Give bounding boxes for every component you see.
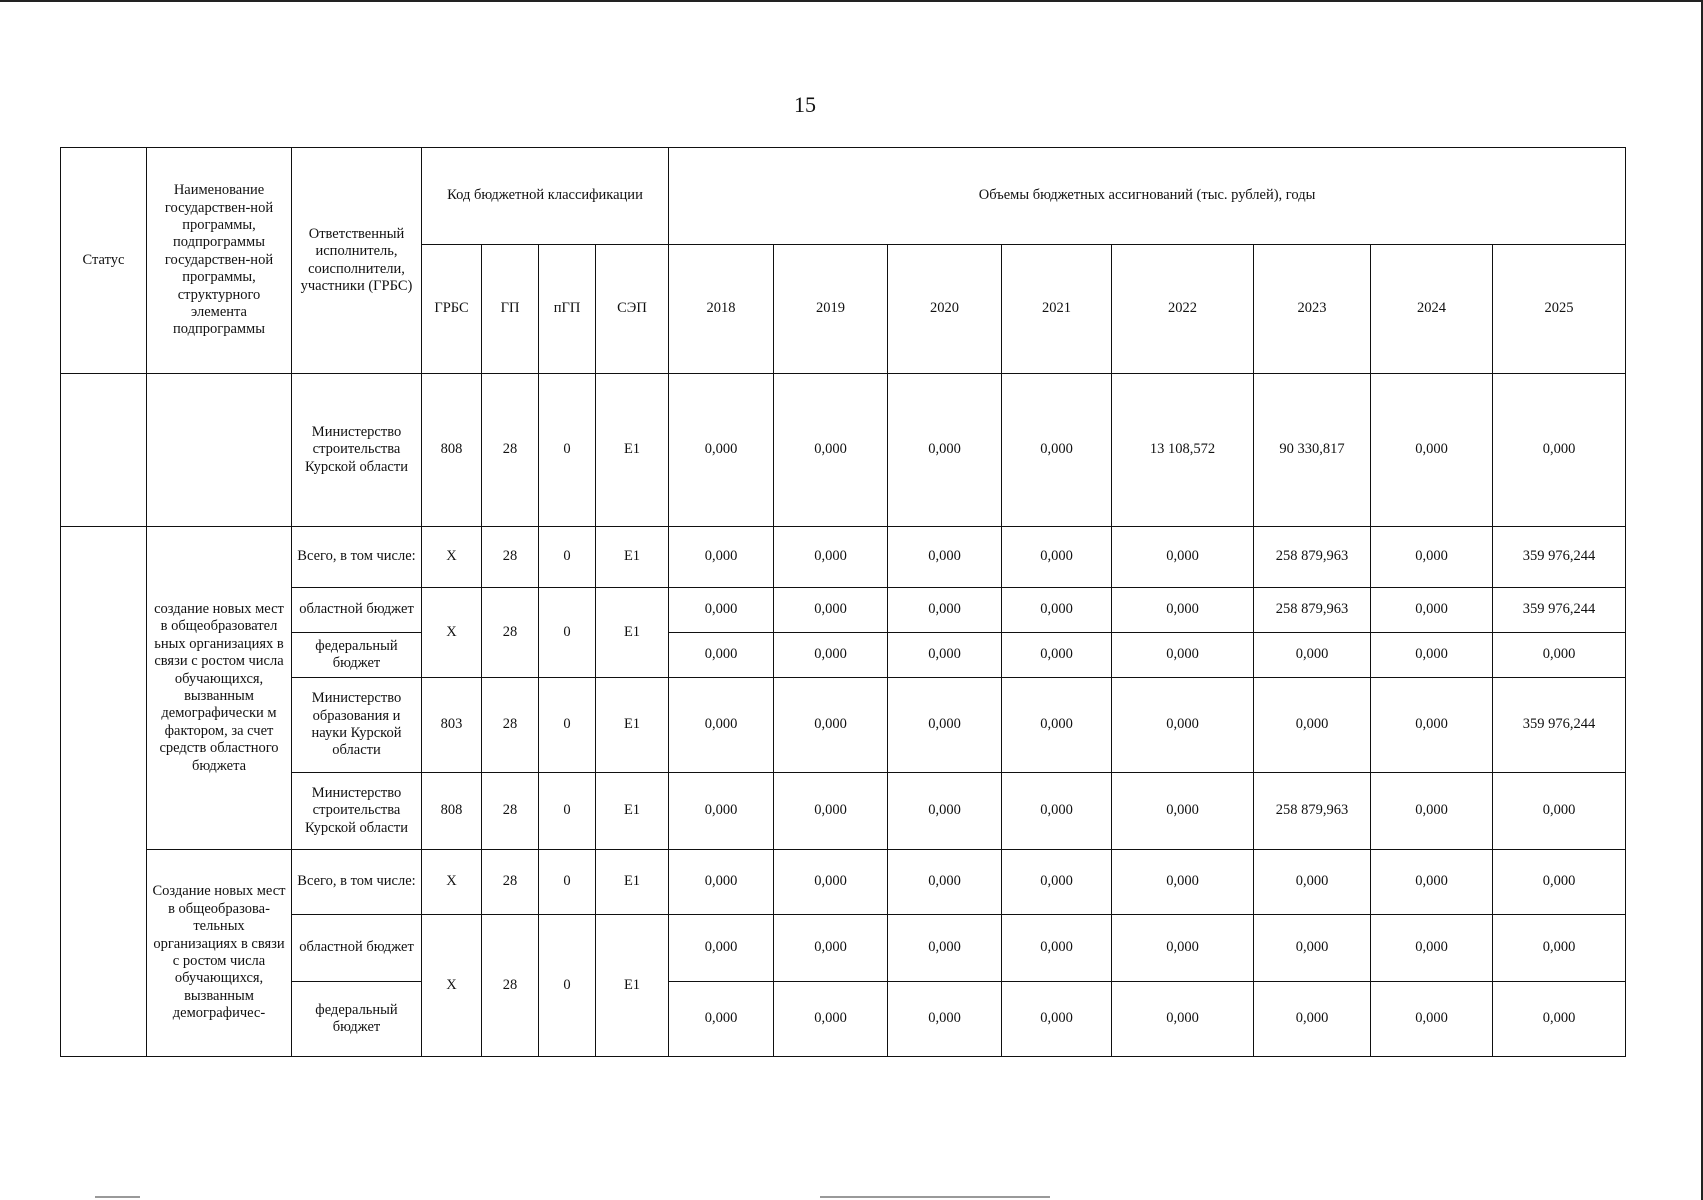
amount-cell: 0,000 <box>1493 633 1626 678</box>
status-cell <box>61 374 147 527</box>
amount-cell: 0,000 <box>1371 678 1493 773</box>
amount-cell: 0,000 <box>669 374 774 527</box>
amount-cell: 0,000 <box>774 527 888 588</box>
code-gp: 28 <box>482 773 539 850</box>
amount-cell: 0,000 <box>1493 850 1626 915</box>
amount-cell: 0,000 <box>1112 773 1254 850</box>
code-grbs: 808 <box>422 374 482 527</box>
amount-cell: 0,000 <box>1371 773 1493 850</box>
code-gp: 28 <box>482 527 539 588</box>
amount-cell: 0,000 <box>1002 915 1112 982</box>
header-code-0: ГРБС <box>422 245 482 374</box>
amount-cell: 0,000 <box>1002 982 1112 1057</box>
amount-cell: 0,000 <box>888 678 1002 773</box>
amount-cell: 359 976,244 <box>1493 678 1626 773</box>
header-year-2018: 2018 <box>669 245 774 374</box>
amount-cell: 0,000 <box>888 773 1002 850</box>
executor-cell: Всего, в том числе: <box>292 850 422 915</box>
amount-cell: 0,000 <box>1112 982 1254 1057</box>
amount-cell: 0,000 <box>888 374 1002 527</box>
amount-cell: 0,000 <box>1002 773 1112 850</box>
header-status: Статус <box>61 148 147 374</box>
scan-mark-left <box>95 1196 140 1198</box>
program-name-cell: создание новых мест в общеобразовател ьных организациях в связи с ростом числа обучающихся, вызванным демографически м фактором, за счет средств областного бюджета <box>147 527 292 850</box>
executor-cell: Министерство строительства Курской области <box>292 773 422 850</box>
amount-cell: 0,000 <box>1371 527 1493 588</box>
amount-cell: 0,000 <box>1002 527 1112 588</box>
code-pgp: 0 <box>539 850 596 915</box>
amount-cell: 0,000 <box>1002 678 1112 773</box>
code-sep: Е1 <box>596 527 669 588</box>
table-row <box>61 773 1626 850</box>
amount-cell: 0,000 <box>1002 374 1112 527</box>
program-name-cell: Создание новых мест в общеобразова-тельных организациях в связи с ростом числа обучающихся, вызванным демографичес- <box>147 850 292 1057</box>
amount-cell: 0,000 <box>669 633 774 678</box>
amount-cell: 0,000 <box>669 915 774 982</box>
amount-cell: 0,000 <box>1371 850 1493 915</box>
code-grbs: 803 <box>422 678 482 773</box>
amount-cell: 0,000 <box>669 527 774 588</box>
header-program-name: Наименование государствен-ной программы, подпрограммы государствен-ной программы, структурного элемента подпрограммы <box>147 148 292 374</box>
amount-cell: 0,000 <box>774 982 888 1057</box>
header-year-2025: 2025 <box>1493 245 1626 374</box>
code-gp: 28 <box>482 850 539 915</box>
amount-cell: 258 879,963 <box>1254 773 1371 850</box>
amount-cell: 0,000 <box>1002 850 1112 915</box>
code-gp: 28 <box>482 374 539 527</box>
amount-cell: 0,000 <box>1112 915 1254 982</box>
code-sep: Е1 <box>596 374 669 527</box>
status-cell <box>61 527 147 1057</box>
amount-cell: 359 976,244 <box>1493 588 1626 633</box>
amount-cell: 0,000 <box>1112 850 1254 915</box>
amount-cell: 0,000 <box>774 633 888 678</box>
executor-cell: федеральный бюджет <box>292 982 422 1057</box>
code-sep: Е1 <box>596 773 669 850</box>
table-row <box>61 374 1626 527</box>
amount-cell: 258 879,963 <box>1254 527 1371 588</box>
code-pgp: 0 <box>539 915 596 1057</box>
header-code-group: Код бюджетной классификации <box>422 148 669 245</box>
table-row <box>61 982 1626 1057</box>
header-volumes-group: Объемы бюджетных ассигнований (тыс. рублей), годы <box>669 148 1626 245</box>
page-number: 15 <box>794 92 816 117</box>
header-year-2019: 2019 <box>774 245 888 374</box>
amount-cell: 0,000 <box>888 982 1002 1057</box>
amount-cell: 0,000 <box>774 678 888 773</box>
header-executor: Ответственный исполнитель, соисполнители, участники (ГРБС) <box>292 148 422 374</box>
table-row <box>61 527 1626 588</box>
amount-cell: 0,000 <box>888 527 1002 588</box>
amount-cell: 0,000 <box>1112 633 1254 678</box>
scan-mark-center <box>820 1196 1050 1198</box>
table-row <box>61 850 1626 915</box>
amount-cell: 0,000 <box>669 588 774 633</box>
amount-cell: 0,000 <box>1254 982 1371 1057</box>
amount-cell: 0,000 <box>1371 374 1493 527</box>
executor-cell: областной бюджет <box>292 588 422 633</box>
header-year-2022: 2022 <box>1112 245 1254 374</box>
amount-cell: 0,000 <box>1112 588 1254 633</box>
amount-cell: 0,000 <box>1493 982 1626 1057</box>
amount-cell: 0,000 <box>774 588 888 633</box>
header-year-2021: 2021 <box>1002 245 1112 374</box>
executor-cell: Министерство образования и науки Курской области <box>292 678 422 773</box>
amount-cell: 0,000 <box>888 915 1002 982</box>
amount-cell: 0,000 <box>669 773 774 850</box>
amount-cell: 0,000 <box>888 633 1002 678</box>
code-pgp: 0 <box>539 678 596 773</box>
table-row <box>61 915 1626 982</box>
amount-cell: 0,000 <box>1254 678 1371 773</box>
executor-cell: федеральный бюджет <box>292 633 422 678</box>
amount-cell: 0,000 <box>1254 633 1371 678</box>
amount-cell: 258 879,963 <box>1254 588 1371 633</box>
code-grbs: Х <box>422 588 482 678</box>
amount-cell: 0,000 <box>1254 850 1371 915</box>
code-gp: 28 <box>482 678 539 773</box>
header-code-1: ГП <box>482 245 539 374</box>
code-gp: 28 <box>482 915 539 1057</box>
amount-cell: 90 330,817 <box>1254 374 1371 527</box>
code-pgp: 0 <box>539 773 596 850</box>
amount-cell: 0,000 <box>669 678 774 773</box>
code-sep: Е1 <box>596 915 669 1057</box>
amount-cell: 0,000 <box>774 915 888 982</box>
table-body <box>61 374 1626 1057</box>
amount-cell: 13 108,572 <box>1112 374 1254 527</box>
amount-cell: 0,000 <box>1371 588 1493 633</box>
amount-cell: 0,000 <box>1493 915 1626 982</box>
amount-cell: 0,000 <box>888 850 1002 915</box>
amount-cell: 0,000 <box>1002 633 1112 678</box>
code-gp: 28 <box>482 588 539 678</box>
amount-cell: 0,000 <box>888 588 1002 633</box>
code-pgp: 0 <box>539 374 596 527</box>
code-sep: Е1 <box>596 850 669 915</box>
amount-cell: 0,000 <box>669 850 774 915</box>
executor-cell: Всего, в том числе: <box>292 527 422 588</box>
amount-cell: 0,000 <box>1371 915 1493 982</box>
amount-cell: 359 976,244 <box>1493 527 1626 588</box>
header-code-3: СЭП <box>596 245 669 374</box>
amount-cell: 0,000 <box>1002 588 1112 633</box>
code-pgp: 0 <box>539 588 596 678</box>
amount-cell: 0,000 <box>774 773 888 850</box>
amount-cell: 0,000 <box>1371 982 1493 1057</box>
amount-cell: 0,000 <box>1112 527 1254 588</box>
amount-cell: 0,000 <box>1493 773 1626 850</box>
code-grbs: Х <box>422 527 482 588</box>
table-row <box>61 588 1626 633</box>
code-grbs: Х <box>422 915 482 1057</box>
code-pgp: 0 <box>539 527 596 588</box>
page-border-top <box>0 0 1703 2</box>
executor-cell: областной бюджет <box>292 915 422 982</box>
amount-cell: 0,000 <box>1254 915 1371 982</box>
program-name-cell <box>147 374 292 527</box>
header-year-2020: 2020 <box>888 245 1002 374</box>
header-year-2023: 2023 <box>1254 245 1371 374</box>
code-grbs: 808 <box>422 773 482 850</box>
code-sep: Е1 <box>596 678 669 773</box>
header-year-2024: 2024 <box>1371 245 1493 374</box>
code-sep: Е1 <box>596 588 669 678</box>
table-row <box>61 633 1626 678</box>
amount-cell: 0,000 <box>1112 678 1254 773</box>
table-row <box>61 678 1626 773</box>
amount-cell: 0,000 <box>774 374 888 527</box>
amount-cell: 0,000 <box>1493 374 1626 527</box>
executor-cell: Министерство строительства Курской области <box>292 374 422 527</box>
amount-cell: 0,000 <box>774 850 888 915</box>
amount-cell: 0,000 <box>1371 633 1493 678</box>
amount-cell: 0,000 <box>669 982 774 1057</box>
budget-table <box>60 147 1626 1057</box>
code-grbs: Х <box>422 850 482 915</box>
header-code-2: пГП <box>539 245 596 374</box>
